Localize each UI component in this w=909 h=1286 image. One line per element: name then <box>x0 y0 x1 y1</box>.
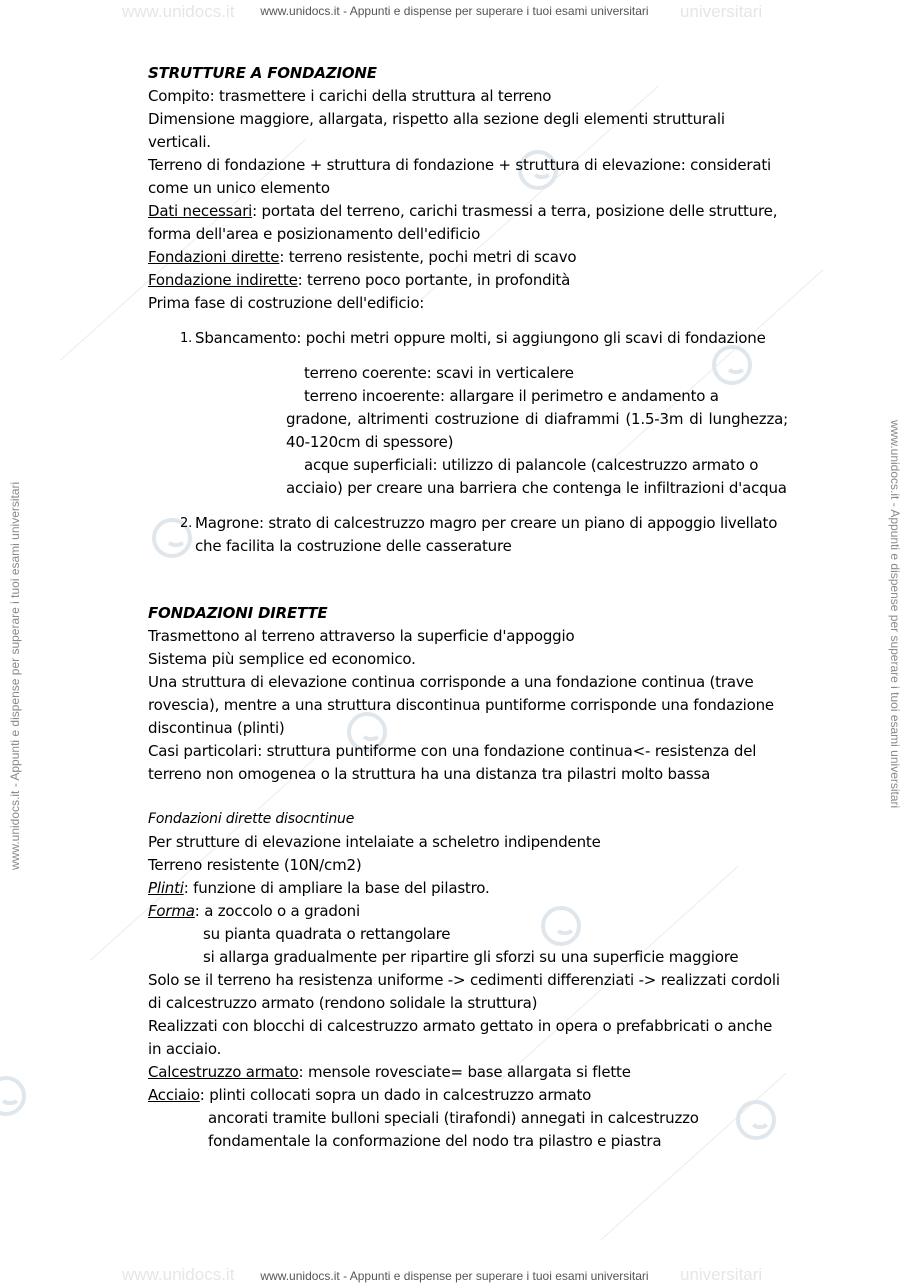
indirette-text: : terreno poco portante, in profondità <box>297 271 571 289</box>
watermark-ghost-left-bottom: www.unidocs.it <box>122 1265 235 1284</box>
sub-item: terreno coerente: scavi in verticalere <box>304 364 574 382</box>
list-item <box>148 327 788 350</box>
list-number: 2. <box>180 516 193 531</box>
paragraph-line: Per strutture di elevazione intelaiate a scheletro indipendente <box>148 833 601 851</box>
forma-label: Forma <box>148 902 195 920</box>
paragraph-line: Realizzati con blocchi di calcestruzzo armato gettato in opera o prefabbricati o anche in acciaio. <box>148 1017 773 1058</box>
paragraph-line: Una struttura di elevazione continua corrisponde a una fondazione continua (trave rovescia), mentre a una struttura discontinua puntiforme corrisponde una fondazione discontinua (plinti) <box>148 673 774 737</box>
sub-item: acque superficiali: utilizzo di palancole (calcestruzzo armato o <box>304 456 759 474</box>
list-number: 1. <box>180 331 193 346</box>
watermark-ghost-right: universitari <box>680 2 763 21</box>
dirette-text: : terreno resistente, pochi metri di scavo <box>279 248 577 266</box>
dirette-label: Fondazioni dirette <box>148 248 280 266</box>
paragraph-line: Solo se il terreno ha resistenza uniforme -> cedimenti differenziati -> realizzati cordoli di calcestruzzo armato (rendono solidale la struttura) <box>148 971 780 1012</box>
paragraph-line: Trasmettono al terreno attraverso la superficie d'appoggio <box>148 627 575 645</box>
acciaio-label: Acciaio <box>148 1086 200 1104</box>
indirette-label: Fondazione indirette <box>148 271 298 289</box>
sub-item-cont: gradone, altrimenti costruzione di diaframmi (1.5-3m di lunghezza; 40-120cm di spessore) <box>286 410 788 451</box>
watermark-ghost-left: www.unidocs.it <box>122 2 235 21</box>
paragraph-plinti <box>148 877 788 900</box>
forma-sub: si allarga gradualmente per ripartire gli sforzi su una superficie maggiore <box>203 948 739 966</box>
list-item <box>148 512 788 558</box>
paragraph-indirette <box>148 269 788 292</box>
sub-list <box>286 362 788 500</box>
acciaio-text: : plinti collocati sopra un dado in calcestruzzo armato <box>199 1086 592 1104</box>
paragraph-dirette <box>148 246 788 269</box>
watermark-logo-icon <box>0 1076 26 1116</box>
paragraph-line: Prima fase di costruzione dell'edificio: <box>148 294 425 312</box>
ca-label: Calcestruzzo armato <box>148 1063 299 1081</box>
paragraph-line: Dimensione maggiore, allargata, rispetto alla sezione degli elementi strutturali verticali. <box>148 110 725 151</box>
list-text: Magrone: strato di calcestruzzo magro per creare un piano di appoggio livellato che facilita la costruzione delle casserature <box>195 514 778 555</box>
acciaio-sub: ancorati tramite bulloni speciali (tirafondi) annegati in calcestruzzo <box>208 1109 699 1127</box>
paragraph-line: Terreno di fondazione + struttura di fondazione + struttura di elevazione: considerati come un unico elemento <box>148 156 771 197</box>
paragraph-line: Sistema più semplice ed economico. <box>148 650 416 668</box>
paragraph-line: Terreno resistente (10N/cm2) <box>148 856 362 874</box>
section-title-fondazioni-dirette: FONDAZIONI DIRETTE <box>148 604 328 622</box>
subsection-title: Fondazioni dirette disocntinue <box>148 811 355 827</box>
plinti-text: : funzione di ampliare la base del pilastro. <box>183 879 490 897</box>
dati-text: : portata del terreno, carichi trasmessi a terra, posizione delle strutture, forma dell'area e posizionamento dell'edificio <box>148 202 778 243</box>
watermark-side-left: www.unidocs.it - Appunti e dispense per superare i tuoi esami universitari <box>8 481 22 870</box>
list-text: Sbancamento: pochi metri oppure molti, si aggiungono gli scavi di fondazione <box>195 329 766 347</box>
paragraph-dati <box>148 200 788 246</box>
section-title-strutture: STRUTTURE A FONDAZIONE <box>148 64 377 82</box>
sub-item: terreno incoerente: allargare il perimetro e andamento a <box>304 387 719 405</box>
paragraph-forma <box>148 900 788 923</box>
dati-label: Dati necessari <box>148 202 253 220</box>
acciaio-sub: fondamentale la conformazione del nodo tra pilastro e piastra <box>208 1132 662 1150</box>
forma-text: : a zoccolo o a gradoni <box>194 902 360 920</box>
watermark-side-right: www.unidocs.it - Appunti e dispense per superare i tuoi esami universitari <box>888 420 902 809</box>
watermark-banner-top: www.unidocs.it - Appunti e dispense per superare i tuoi esami universitari <box>260 4 649 18</box>
ca-text: : mensole rovesciate= base allargata si flette <box>298 1063 631 1081</box>
watermark-ghost-right-bottom: universitari <box>680 1265 763 1284</box>
forma-sub: su pianta quadrata o rettangolare <box>203 925 451 943</box>
paragraph-ca <box>148 1061 788 1084</box>
sub-item-cont: acciaio) per creare una barriera che contenga le infiltrazioni d'acqua <box>286 479 787 497</box>
document-body <box>148 62 788 1153</box>
plinti-label: Plinti <box>148 879 184 897</box>
paragraph-line: Casi particolari: struttura puntiforme con una fondazione continua<- resistenza del terreno non omogenea o la struttura ha una distanza tra pilastri molto bassa <box>148 742 757 783</box>
paragraph-acciaio <box>148 1084 788 1107</box>
watermark-banner-bottom: www.unidocs.it - Appunti e dispense per superare i tuoi esami universitari <box>260 1269 649 1283</box>
paragraph-line: Compito: trasmettere i carichi della struttura al terreno <box>148 87 552 105</box>
